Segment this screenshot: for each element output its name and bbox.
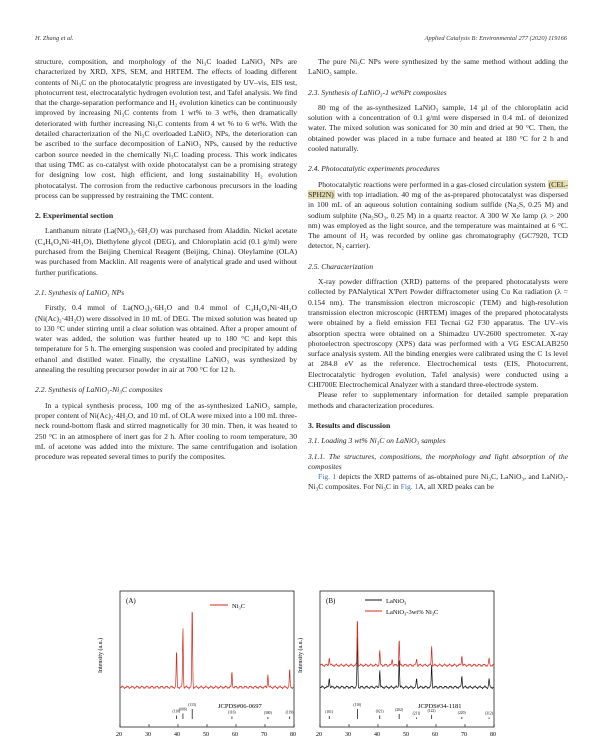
panel-b-tick-label-1: 30 — [345, 732, 351, 737]
panel-a-hkl-label-2: (113) — [188, 703, 196, 707]
panel-b-hkl-label-4: (211) — [412, 711, 421, 716]
section-2-4-text-b: with top irradiation. 40 mg of the as-prepared photocatalyst was dispersed in 100 mL of an aqueous solution containing sodium sulfide (Na₂S, 0.25 M) and sodium sulphite (Na₂SO₃, 0.25 M) in a quartz reactor. A 300 W Xe lamp (λ > 200 nm) was employed as the light source, and the temperature was maintained at 6 °C. The amount of H₂ was recorded by online gas chromatography (GC7920, TCD detector, N₂ carrier). — [308, 189, 568, 251]
panel-b-series-0 — [320, 637, 494, 688]
panel-b-tick-label-3: 50 — [403, 732, 409, 737]
fig1a-link[interactable]: Fig. 1 — [400, 482, 419, 492]
section-3-1-1-text-b: A, all XRD peaks can be — [418, 482, 494, 492]
panel-b-tick-label-6: 80 — [490, 732, 496, 737]
panel-a-hkl-label-3: (116) — [227, 710, 236, 715]
section-2-2-paragraph: In a typical synthesis process, 100 mg of the as-synthesized LaNiO₃ sample, proper content of Ni(Ac)₂·4H₂O, and 10 mL of OLA were mixed into a 100 mL three-neck round-bottom flask and stirred magnetically for 30 min. Then, it was heated to 250 °C in an atmosphere of inert gas for 2 h. After cooling to room temperature, 30 mL of acetone was added into the mixture. The same centrifugation and isolation procedure was repeated several times to purify the composites. — [35, 400, 297, 462]
section-3-1-title: 3.1. Loading 3 wt% Ni₃C on LaNiO₃ samples — [308, 436, 446, 446]
section-2-5-title: 2.5. Characterization — [308, 261, 374, 271]
section-2-paragraph: Lanthanum nitrate (La(NO₃)₃·6H₂O) was purchased from Aladdin. Nickel acetate (C₄H₆O₄Ni·4H₂O), Diethylene glycol (DEG), and Chloroplatin acid (0.1 g/ml) were purchased from the Beijing Chemical Reagent (Beijing, China). Oleylamine (OLA) was purchased from Macklin. All reagents were of analytical grade and used without further purifications. — [35, 226, 297, 277]
section-2-4-paragraph — [308, 180, 568, 252]
fig1-link[interactable]: Fig. 1 — [318, 472, 337, 482]
panel-b-hkl-label-2: (021) — [375, 709, 384, 714]
section-2-title: 2. Experimental section — [35, 211, 114, 221]
panel-b-hkl-label-6: (220) — [457, 711, 466, 715]
section-3-1-1-text-a: depicts the XRD patterns of as-obtained pure Ni₃C, LaNiO₃, and LaNiO₃-Ni₃C composites. For Ni₃C in — [308, 472, 568, 492]
panel-a-frame — [120, 591, 294, 727]
intro-paragraph: structure, composition, and morphology of the Ni₃C loaded LaNiO₃ NPs are characterized by XRD, XPS, SEM, and HRTEM. The effects of loading different contents of Ni₃C on the photocatalytic progress are investigated by UV–vis, EIS test, photocurrent test, electrocatalytic hydrogen evolution test, and Tafel analysis. We find that the charge-separation performance and H₂ evolution kinetics can be continuously improved by increasing Ni₃C contents from 1 wt% to 3 wt%, then dramatically deteriorated with further increasing Ni₃C contents from 4 wt % to 6 wt%. With the detailed characterization of the Ni₃C overloaded LaNiO₃ NPs, the deterioration can be ascribed to the surface decomposition of LaNiO₃ NPs, caused by the reductive carbon source needed in the chemically Ni₃C loading process. This work indicates that using TMC as co-catalyst with oxide photocatalyst can be a promising strategy for designing low cost, high efficient, and long sustainability H₂ evolution photocatalyst. The corrosion from the reductive carbonous precursors in the loading process can be suppressed by restraining the TMC content. — [35, 57, 297, 200]
panel-a-legend-label: Ni₃C — [232, 603, 246, 610]
panel-b-hkl-label-7: (312) — [485, 711, 493, 716]
panel-a-label: (A) — [126, 597, 136, 605]
panel-b-ticks-group — [316, 724, 496, 737]
panel-a-tick-label-0: 20 — [116, 732, 122, 737]
running-header-authors: H. Zhang et al. — [35, 35, 74, 42]
panel-a-series-0 — [120, 612, 294, 688]
section-2-3-title: 2.3. Synthesis of LaNiO₃-1 wt%Pt composites — [308, 87, 447, 97]
panel-b-hkl-label-0: (101) — [325, 710, 334, 714]
section-3-title: 3. Results and discussion — [308, 420, 391, 430]
right-column — [308, 57, 568, 493]
panel-b-tick-label-4: 60 — [432, 732, 438, 737]
panel-a-tick-label-2: 40 — [174, 732, 180, 737]
panel-a-hkl-label-0: (110) — [172, 709, 181, 714]
panel-b-jcpds-label: JCPDS#34-1181 — [418, 703, 462, 710]
section-3-1-1-paragraph — [308, 472, 568, 493]
panel-a-tick-label-1: 30 — [145, 732, 151, 737]
panel-b-tick-label-2: 40 — [374, 732, 380, 737]
panel-a-hkl-label-4: (300) — [263, 711, 272, 715]
section-2-4-text-a: Photocatalytic reactions were performed in a gas-closed circulation system — [318, 179, 548, 189]
panel-a-hkl-label-1: (006) — [178, 707, 187, 712]
panel-b-legend-label-1: LaNiO₃ — [386, 598, 407, 605]
panel-a-tick-label-6: 80 — [290, 732, 296, 737]
panel-a-ylabel: Intensity (a.u.) — [98, 637, 104, 673]
panel-b-ylabel: Intensity (a.u.) — [298, 637, 304, 673]
panel-b-tick-label-5: 70 — [461, 732, 467, 737]
panel-b-label: (B) — [326, 597, 336, 605]
panel-b-hkl-label-3: (202) — [395, 708, 403, 712]
xrd-panel-a — [100, 591, 300, 737]
panel-a-tick-label-3: 50 — [203, 732, 209, 737]
section-2-1-paragraph: Firstly, 0.4 mmol of La(NO₃)₃·6H₂O and 0.4 mmol of C₄H₆O₄Ni·4H₂O (Ni(Ac)₂·4H₂O) were dissolved in 10 mL of DEG. The mixed solution was heated up to 130 °C under stirring until a clear solution was obtained. After a proper amount of water was added, the solution was further heated up to 180 °C and kept this temperature for 5 h. The emerging suspension was cooled and precipitated by adding ethanol and distilled water. Finally, the crystalline LaNiO₃ was synthesized by annealing the resulting precursor powder in air at 700 °C for 12 h. — [35, 303, 297, 375]
panel-a-ticks-group — [116, 724, 296, 737]
panel-b-series-1 — [320, 622, 494, 667]
highlighted-system-name: (CEL-SPH2N) — [308, 179, 568, 199]
section-2-4-title: 2.4. Photocatalytic experiments procedures — [308, 164, 440, 174]
section-2-3-paragraph: 80 mg of the as-synthesized LaNiO₃ sample, 14 µl of the chloroplatin acid solution with a concentration of 0.1 g/ml were dispersed in 0.4 mL of deionized water. The mixed solution was sonicated for 30 min and dried at 90 °C. Then, the obtained powder was placed in a tube furnace and heated at 180 °C for 2 h and cooled naturally. — [308, 102, 568, 154]
panel-b-reference-group — [325, 703, 493, 719]
panel-b-hkl-label-1: (110) — [353, 703, 362, 707]
panel-b-hkl-label-5: (122) — [427, 709, 436, 713]
panel-a-hkl-label-5: (119) — [285, 710, 294, 715]
section-2-5-paragraph-2: Please refer to supplementary information for detailed sample preparation methods and characterization procedures. — [308, 390, 568, 410]
section-2-5-paragraph: X-ray powder diffraction (XRD) patterns of the prepared photocatalysts were collected by PANalytical X'Pert Powder diffractometer using Cu Kα radiation (λ = 0.154 nm). The transmission electron microscopic (TEM) and high-resolution transmission electron microscopic (HRTEM) images of the prepared photocatalysts were obtained by a field emission FEI Tecnai G2 F30 apparatus. The UV–vis absorption spectra were obtained on a Shimadzu UV-2600 spectrometer. X-ray photoelectron spectroscopy (XPS) data was performed with a VG ESCALAB250 surface analysis system. All the binding energies were calibrated using the C 1s level at 284.8 eV as the reference. Electrochemical tests (EIS, Photocurrent, Electrocatalytic hydrogen evolution, Tafel analysis) were conducted using a CHI700E Electrochemical Analyzer with a standard three-electrode system. — [308, 277, 568, 390]
panel-b-legend-label-2: LaNiO₃-3wt% Ni₃C — [386, 609, 439, 616]
panel-a-tick-label-5: 70 — [261, 732, 267, 737]
pure-ni3c-paragraph: The pure Ni₃C NPs were synthesized by the same method without adding the LaNiO₃ sample. — [308, 57, 568, 77]
left-column — [35, 57, 297, 462]
section-2-2-title: 2.2. Synthesis of LaNiO₃-Ni₃C composites — [35, 385, 163, 395]
section-2-1-title: 2.1. Synthesis of LaNiO₃ NPs — [35, 287, 125, 297]
panel-a-tick-label-4: 60 — [232, 732, 238, 737]
panel-b-tick-label-0: 20 — [316, 732, 322, 737]
xrd-panel-b — [300, 591, 500, 737]
running-header-journal: Applied Catalysis B: Environmental 277 (2020) 119166 — [424, 35, 567, 42]
panel-a-series-group — [120, 612, 294, 688]
panel-b-series-group — [320, 622, 494, 689]
section-3-1-1-title: 3.1.1. The structures, compositions, the morphology and light absorption of the composites — [308, 451, 568, 471]
panel-a-jcpds-label: JCPDS#06-0697 — [218, 703, 262, 710]
